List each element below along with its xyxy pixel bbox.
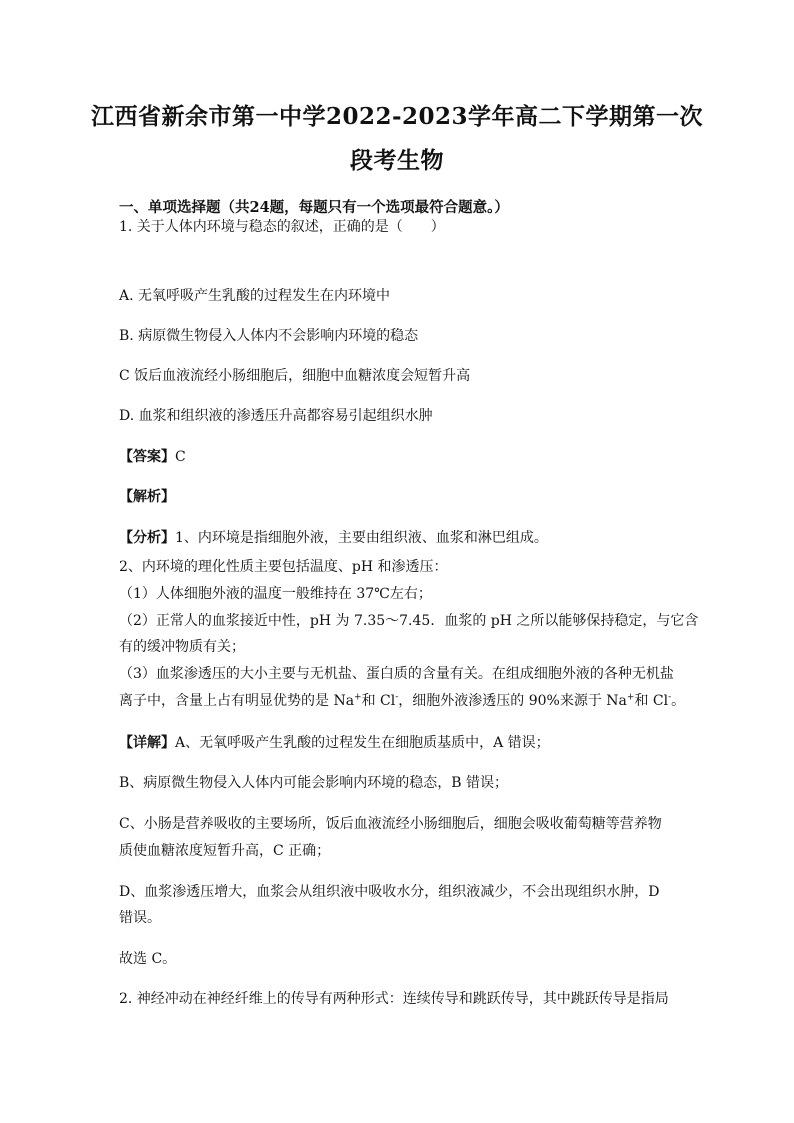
fenxi-line-5: 有的缓冲物质有关；	[119, 639, 245, 655]
section-title: 一、单项选择题（共24题，每题只有一个选项最符合题意。）	[119, 199, 509, 216]
fenxi-text-7c: ，细胞外液渗透压的 90%来源于 Na	[398, 693, 627, 709]
fenxi-label: 【分析】	[119, 530, 175, 546]
fenxi-line-7	[119, 692, 685, 710]
fenxi-text-7a: 离子中，含量上占有明显优势的是 Na	[119, 693, 355, 709]
fenxi-line-4: （2）正常人的血浆接近中性，pH 为 7.35～7.45．血浆的 pH 之所以能够保持稳定，与它含	[119, 613, 699, 629]
xiangjie-line-d1: D、血浆渗透压增大，血浆会从组织液中吸收水分，组织液减少，不会出现组织水肿，D	[119, 884, 660, 900]
fenxi-line-2: 2、内环境的理化性质主要包括温度、pH 和渗透压：	[119, 559, 448, 575]
document-title-line-1: 江西省新余市第一中学2022-2023学年高二下学期第一次	[90, 103, 704, 130]
chloride-charge: -	[395, 692, 399, 703]
fenxi-line-1	[119, 529, 548, 547]
fenxi-text-1: 1、内环境是指细胞外液，主要由组织液、血浆和淋巴组成。	[175, 530, 548, 546]
question-1-option-d: D. 血浆和组织液的渗透压升高都容易引起组织水肿	[119, 408, 433, 424]
xiangjie-line-c1: C、小肠是营养吸收的主要场所，饭后血液流经小肠细胞后，细胞会吸收葡萄糖等营养物	[119, 816, 662, 832]
xiangjie-line-a	[119, 734, 550, 752]
xiangjie-label: 【详解】	[119, 735, 175, 751]
fenxi-text-7d: 和 Cl	[634, 693, 669, 709]
xiangjie-line-b: B、病原微生物侵入人体内可能会影响内环境的稳态，B 错误；	[119, 775, 509, 791]
chloride-charge-2: -	[668, 692, 672, 703]
xiangjie-line-d2: 错误。	[119, 910, 161, 926]
question-1-option-b: B. 病原微生物侵入人体内不会影响内环境的稳态	[119, 328, 419, 344]
fenxi-line-6: （3）血浆渗透压的大小主要与无机盐、蛋白质的含量有关。在组成细胞外液的各种无机盐	[119, 666, 674, 682]
fenxi-text-7e: 。	[671, 693, 686, 709]
fenxi-line-3: （1）人体细胞外液的温度一般维持在 37℃左右；	[119, 586, 432, 602]
question-1-option-a: A. 无氧呼吸产生乳酸的过程发生在内环境中	[119, 288, 391, 304]
analysis-label: 【解析】	[119, 489, 175, 505]
document-title-line-2: 段考生物	[350, 147, 444, 174]
xiangjie-text-a: A、无氧呼吸产生乳酸的过程发生在细胞质基质中，A 错误；	[175, 735, 550, 751]
question-1-option-c: C 饭后血液流经小肠细胞后，细胞中血糖浓度会短暂升高	[119, 368, 471, 384]
sodium-charge: +	[354, 692, 362, 703]
question-2-stem: 2. 神经冲动在神经纤维上的传导有两种形式：连续传导和跳跃传导，其中跳跃传导是指局	[119, 991, 669, 1007]
answer-label: 【答案】	[119, 449, 175, 465]
question-1-stem: 1. 关于人体内环境与稳态的叙述，正确的是（ ）	[119, 219, 445, 235]
conclusion: 故选 C。	[119, 951, 177, 967]
fenxi-text-7b: 和 Cl	[361, 693, 396, 709]
xiangjie-line-c2: 质使血糖浓度短暂升高，C 正确；	[119, 843, 331, 859]
sodium-charge-2: +	[626, 692, 635, 703]
answer-line	[119, 448, 186, 466]
answer-value: C	[175, 449, 186, 465]
